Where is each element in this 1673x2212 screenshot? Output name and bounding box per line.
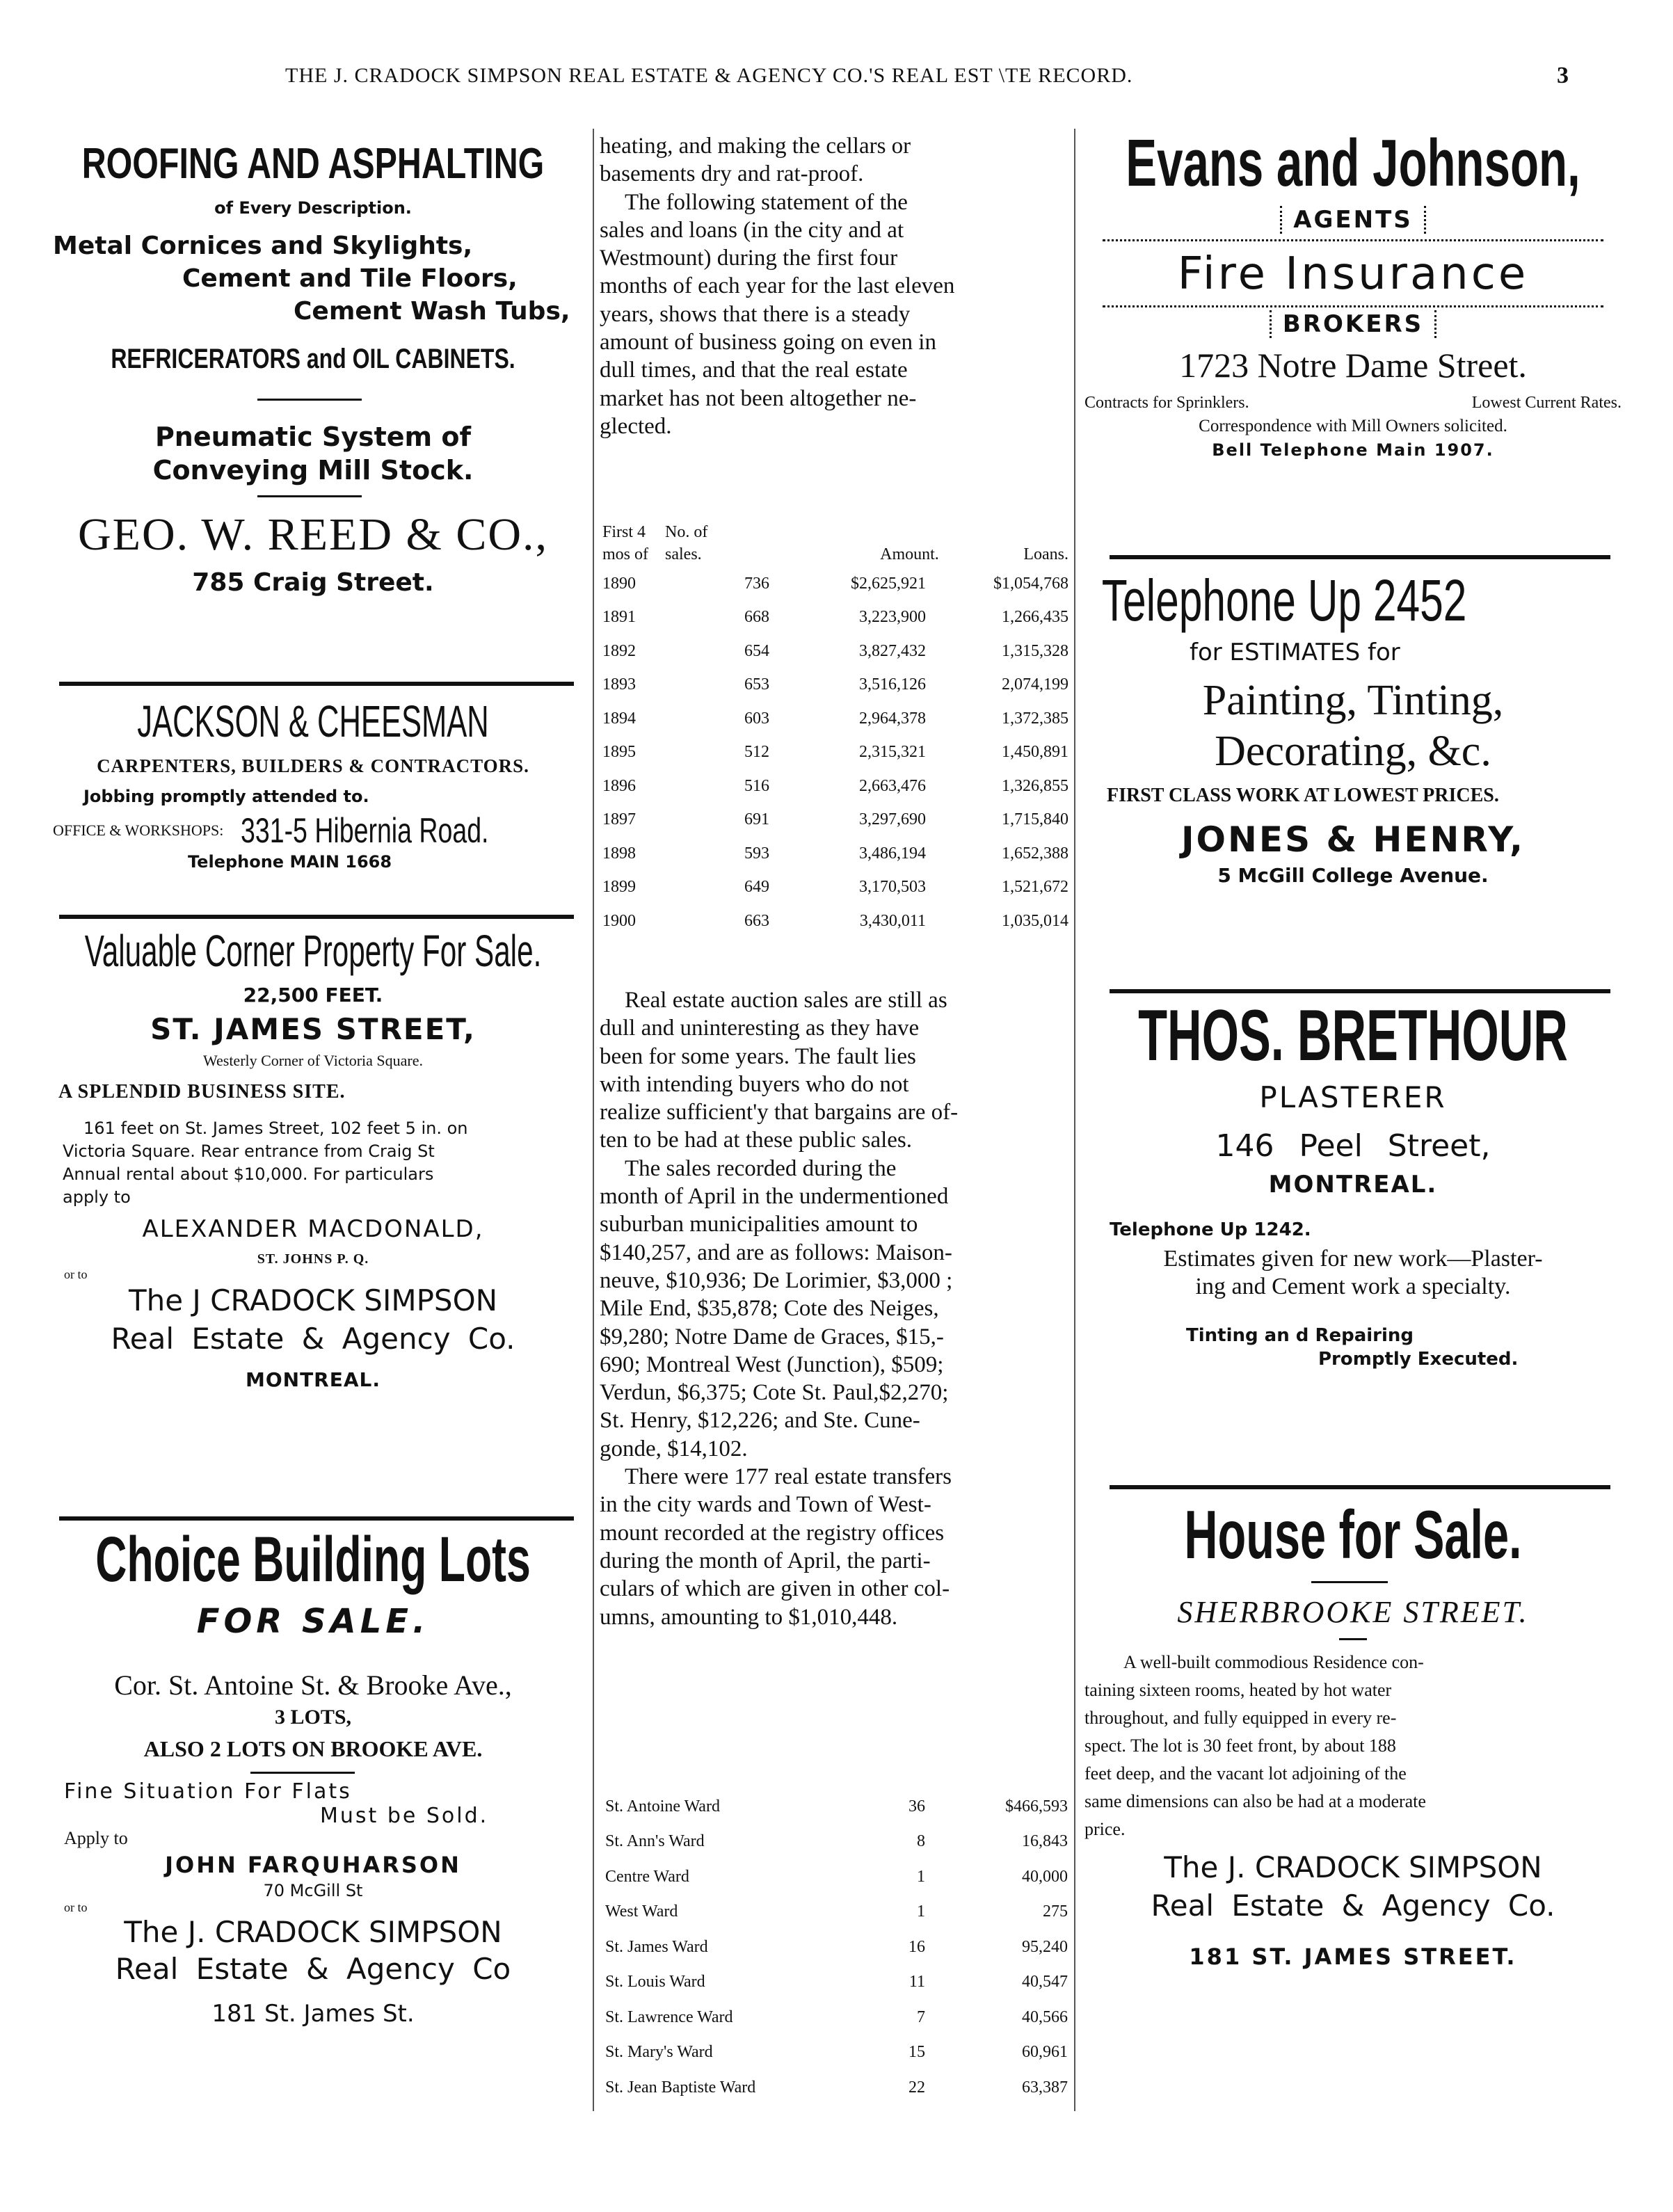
- table-row: [602, 668, 1068, 703]
- table-cell: St. Lawrence Ward: [605, 2007, 733, 2026]
- table-row: [602, 634, 1068, 668]
- ad-divider: [1110, 1485, 1610, 1489]
- jones-title: Telephone Up 2452: [1101, 568, 1467, 633]
- lots-line3: ALSO 2 LOTS ON BROOKE AVE.: [143, 1736, 483, 1761]
- table-cell: St. Antoine Ward: [605, 1797, 720, 1816]
- table-cell: 1894: [602, 709, 636, 728]
- table-row: [602, 871, 1068, 905]
- house-firm2: Real Estate & Agency Co.: [1151, 1889, 1555, 1923]
- table-cell: 654: [744, 641, 769, 660]
- ad-divider: [59, 915, 574, 919]
- table-row: [602, 567, 1068, 601]
- desc-line: same dimensions can also be had at a moderate: [1084, 1791, 1426, 1811]
- table-row: [602, 769, 1068, 803]
- corner-street: ST. JAMES STREET,: [150, 1012, 476, 1046]
- table-cell: 3,297,690: [859, 810, 926, 829]
- table-cell: 16,843: [1022, 1832, 1068, 1851]
- para-line: realize sufficient'y that bargains are of-: [600, 1100, 959, 1125]
- para-line: in the city wards and Town of West-: [600, 1492, 931, 1518]
- para-line: culars of which are given in other col-: [600, 1576, 950, 1602]
- para2: [600, 189, 1069, 441]
- roofing-line3: Cement Wash Tubs,: [294, 297, 570, 326]
- table-cell: 1895: [602, 743, 636, 762]
- corner-line3: Annual rental about $10,000. For particulars: [63, 1164, 434, 1184]
- corner-city: MONTREAL.: [245, 1368, 381, 1391]
- table-cell: 1,652,388: [1002, 844, 1068, 863]
- table-cell: 663: [744, 911, 769, 930]
- para-line: amount of business going on even in: [600, 330, 936, 355]
- table-cell: 668: [744, 608, 769, 627]
- table-cell: 1891: [602, 608, 636, 627]
- table-cell: 516: [744, 776, 769, 795]
- table-cell: 3,170,503: [859, 878, 926, 897]
- table-cell: 1896: [602, 776, 636, 795]
- para-line: Verdun, $6,375; Cote St. Paul,$2,270;: [600, 1380, 949, 1406]
- jackson-trades: CARPENTERS, BUILDERS & CONTRACTORS.: [97, 755, 529, 776]
- roofing-line2: Cement and Tile Floors,: [182, 264, 518, 293]
- para-line: dull and uninteresting as they have: [600, 1016, 920, 1041]
- table-cell: 1,521,672: [1002, 878, 1068, 897]
- page-number: 3: [1557, 63, 1569, 88]
- jackson-jobbing: Jobbing promptly attended to.: [83, 787, 369, 806]
- para-line: heating, and making the cellars or: [600, 134, 911, 159]
- lots-agent-addr: 70 McGill St: [263, 1881, 363, 1900]
- table-row: [605, 1789, 1068, 1825]
- para-line: been for some years. The fault lies: [600, 1043, 916, 1069]
- evans-fire: Fire Insurance: [1177, 248, 1529, 300]
- corner-line1: 161 feet on St. James Street, 102 feet 5 in. on: [83, 1119, 468, 1138]
- table-cell: 8: [917, 1832, 925, 1851]
- desc-line: taining sixteen rooms, heated by hot water: [1084, 1680, 1392, 1700]
- jackson-office-label: OFFICE & WORKSHOPS:: [53, 822, 224, 839]
- corner-firm2: Real Estate & Agency Co.: [111, 1322, 515, 1356]
- lots-line4: Fine Situation For Flats: [64, 1779, 352, 1804]
- evans-phone: Bell Telephone Main 1907.: [1212, 440, 1494, 460]
- para3: [600, 986, 1069, 1155]
- running-header: [285, 64, 1405, 88]
- jones-line2: Painting, Tinting,: [1202, 677, 1504, 724]
- jones-company: JONES & HENRY,: [1180, 819, 1526, 860]
- column-divider-left: [593, 129, 594, 2111]
- para1: [600, 132, 1069, 189]
- middle-article-top: [600, 132, 1069, 440]
- desc-line: A well-built commodious Residence con-: [1123, 1652, 1424, 1672]
- para-line: gonde, $14,102.: [600, 1436, 748, 1461]
- ad-divider: [1110, 555, 1610, 559]
- ad-divider: [59, 682, 574, 686]
- table-cell: 3,827,432: [859, 641, 926, 660]
- table-row: [605, 1965, 1068, 2001]
- table-cell: 1892: [602, 641, 636, 660]
- corner-property-ad: [49, 925, 577, 1391]
- table-row: [602, 601, 1068, 635]
- corner-location: Westerly Corner of Victoria Square.: [202, 1052, 423, 1069]
- roofing-line5: Pneumatic System of: [154, 422, 472, 452]
- para-line: St. Henry, $12,226; and Ste. Cune-: [600, 1408, 920, 1434]
- middle-article-bottom: [600, 986, 1069, 1631]
- brethour-phone: Telephone Up 1242.: [1110, 1219, 1311, 1240]
- para-line: There were 177 real estate transfers: [625, 1464, 952, 1490]
- table-cell: 1,266,435: [1002, 608, 1068, 627]
- lots-apply: Apply to: [64, 1828, 128, 1848]
- table-row: [605, 2000, 1068, 2035]
- para-line: $9,280; Notre Dame de Graces, $15,-: [600, 1324, 944, 1349]
- table-header-cell: Loans.: [1023, 545, 1068, 563]
- short-rule: [250, 1772, 355, 1774]
- brethour-title: THOS. BRETHOUR: [1138, 995, 1568, 1076]
- para-line: umns, amounting to $1,010,448.: [600, 1604, 898, 1630]
- lots-firm1: The J. CRADOCK SIMPSON: [124, 1915, 502, 1949]
- table-cell: 2,315,321: [859, 743, 926, 762]
- para-line: Mile End, $35,878; Cote des Neiges,: [600, 1296, 939, 1322]
- evans-title: Evans and Johnson,: [1126, 126, 1580, 200]
- evans-line2: Correspondence with Mill Owners solicited.: [1199, 417, 1507, 435]
- table-cell: 653: [744, 675, 769, 694]
- table-cell: 63,387: [1022, 2078, 1068, 2097]
- brethour-line4: Promptly Executed.: [1318, 1349, 1519, 1370]
- table-cell: 2,074,199: [1002, 675, 1068, 694]
- lots-line1: Cor. St. Antoine St. & Brooke Ave.,: [114, 1669, 512, 1701]
- corner-or-to: or to: [64, 1267, 88, 1281]
- roofing-line1: Metal Cornices and Skylights,: [53, 232, 473, 260]
- jackson-telephone: Telephone MAIN 1668: [188, 852, 392, 872]
- para-line: glected.: [600, 413, 672, 439]
- jackson-title: JACKSON & CHEESMAN: [137, 696, 489, 746]
- para-line: ten to be had at these public sales.: [600, 1128, 913, 1153]
- table-cell: St. Jean Baptiste Ward: [605, 2078, 756, 2097]
- corner-agent-place: ST. JOHNS P. Q.: [257, 1251, 369, 1267]
- table-row: [605, 1930, 1068, 1965]
- corner-agent: ALEXANDER MACDONALD,: [142, 1215, 484, 1243]
- jackson-address: 331-5 Hibernia Road.: [241, 811, 489, 850]
- table-cell: 40,547: [1022, 1973, 1068, 1991]
- jones-henry-ad: [1082, 567, 1624, 887]
- table-row: [605, 2035, 1068, 2071]
- roofing-title: ROOFING AND ASPHALTING: [81, 140, 545, 188]
- brethour-city: MONTREAL.: [1268, 1171, 1438, 1199]
- evans-agents: AGENTS: [1280, 206, 1426, 234]
- table-cell: 2,663,476: [859, 776, 926, 795]
- corner-firm1: The J CRADOCK SIMPSON: [128, 1283, 498, 1317]
- table-header-cell: Amount.: [880, 545, 939, 563]
- brethour-ad: [1082, 995, 1624, 1370]
- table-row: [605, 1895, 1068, 1930]
- table-header-cell: [939, 523, 1068, 542]
- brethour-line3: Tinting an d Repairing: [1186, 1325, 1414, 1346]
- evans-brokers: BROKERS: [1270, 310, 1436, 338]
- evans-line1-right: Lowest Current Rates.: [1471, 394, 1622, 412]
- table-header-cell: No. of: [665, 523, 708, 541]
- table-cell: 22: [908, 2078, 925, 2097]
- desc-line: price.: [1084, 1819, 1126, 1839]
- lots-title: Choice Building Lots: [95, 1524, 531, 1595]
- table-cell: 1,035,014: [1002, 911, 1068, 930]
- lots-firm2: Real Estate & Agency Co: [115, 1952, 511, 1986]
- table-header-cell: sales.: [665, 545, 702, 563]
- table-cell: 1,326,855: [1002, 776, 1068, 795]
- short-rule: [1311, 1581, 1388, 1583]
- desc-line: spect. The lot is 30 feet front, by about 188: [1084, 1736, 1396, 1756]
- lots-line2: 3 LOTS,: [274, 1706, 352, 1729]
- roofing-line4: REFRICERATORS and OIL CABINETS.: [111, 344, 515, 374]
- table-cell: 36: [908, 1797, 925, 1816]
- table-cell: $2,625,921: [851, 574, 926, 593]
- table-cell: 3,516,126: [859, 675, 926, 694]
- brethour-address: 146 Peel Street,: [1215, 1128, 1491, 1164]
- table-cell: 1898: [602, 844, 636, 863]
- corner-area: 22,500 FEET.: [243, 984, 383, 1007]
- table-cell: 593: [744, 844, 769, 863]
- para-line: with intending buyers who do not: [600, 1071, 909, 1097]
- short-rule: [1339, 1638, 1367, 1640]
- house-title: House for Sale.: [1184, 1496, 1522, 1573]
- evans-line1-left: Contracts for Sprinklers.: [1084, 394, 1249, 412]
- house-firm1: The J. CRADOCK SIMPSON: [1164, 1850, 1542, 1884]
- table-cell: 1899: [602, 878, 636, 897]
- building-lots-ad: [49, 1523, 577, 2028]
- table-header-row: [602, 523, 1068, 542]
- table-cell: 60,961: [1022, 2043, 1068, 2062]
- table-cell: 40,000: [1022, 1867, 1068, 1886]
- short-rule: [257, 399, 362, 401]
- lots-line5: Must be Sold.: [320, 1804, 489, 1828]
- table-cell: 691: [744, 810, 769, 829]
- table-cell: 1897: [602, 810, 636, 829]
- corner-line4: apply to: [63, 1187, 131, 1207]
- table-cell: 16: [908, 1937, 925, 1956]
- brethour-line2: ing and Cement work a specialty.: [1195, 1274, 1511, 1299]
- para-line: dull times, and that the real estate: [600, 358, 908, 383]
- para-line: mount recorded at the registry offices: [600, 1520, 945, 1546]
- dotted-rule: [1103, 239, 1603, 241]
- table-cell: $466,593: [1005, 1797, 1068, 1816]
- wards-table: [605, 1789, 1068, 2106]
- para-line: sales and loans (in the city and at: [600, 217, 904, 243]
- house-sale-ad: [1082, 1496, 1624, 1970]
- table-cell: 2,964,378: [859, 709, 926, 728]
- table-cell: 3,430,011: [859, 911, 926, 930]
- jones-line1: for ESTIMATES for: [1190, 639, 1400, 666]
- table-cell: St. Ann's Ward: [605, 1832, 705, 1851]
- table-cell: 1,315,328: [1002, 641, 1068, 660]
- table-row: [602, 837, 1068, 871]
- evans-address: 1723 Notre Dame Street.: [1179, 346, 1527, 385]
- table-cell: 1: [917, 1902, 925, 1921]
- table-header-cell: First 4: [602, 523, 646, 541]
- table-cell: Centre Ward: [605, 1867, 689, 1886]
- para-line: neuve, $10,936; De Lorimier, $3,000 ;: [600, 1267, 953, 1293]
- para-line: market has not been altogether ne-: [600, 385, 917, 411]
- table-cell: 275: [1043, 1902, 1068, 1921]
- roofing-line6: Conveying Mill Stock.: [152, 455, 474, 486]
- jones-line4: FIRST CLASS WORK AT LOWEST PRICES.: [1107, 785, 1499, 806]
- para4: [600, 1155, 1069, 1463]
- short-rule: [257, 495, 362, 497]
- table-cell: St. James Ward: [605, 1937, 708, 1956]
- para-line: months of each year for the last eleven: [600, 273, 955, 299]
- table-cell: $1,054,768: [993, 574, 1068, 593]
- table-cell: 736: [744, 574, 769, 593]
- jones-line3: Decorating, &c.: [1215, 728, 1491, 775]
- dotted-rule: [1103, 305, 1603, 307]
- sales-table: [602, 523, 1068, 938]
- jackson-ad: [49, 696, 577, 872]
- table-header-cell: [769, 523, 939, 542]
- roofing-address: 785 Craig Street.: [192, 568, 434, 597]
- house-desc: [1082, 1649, 1624, 1843]
- table-cell: 40,566: [1022, 2007, 1068, 2026]
- table-row: [602, 904, 1068, 938]
- table-cell: 1900: [602, 911, 636, 930]
- table-cell: 1893: [602, 675, 636, 694]
- brethour-trade: PLASTERER: [1259, 1080, 1447, 1114]
- para-line: The following statement of the: [625, 189, 908, 215]
- table-cell: 1: [917, 1867, 925, 1886]
- table-cell: 11: [908, 1973, 925, 1991]
- para-line: Westmount) during the first four: [600, 246, 898, 271]
- table-cell: 1,372,385: [1002, 709, 1068, 728]
- lots-agent: JOHN FARQUHARSON: [165, 1852, 461, 1878]
- para-line: years, shows that there is a steady: [600, 301, 911, 327]
- roofing-subtitle: of Every Description.: [214, 198, 412, 218]
- house-address: 181 ST. JAMES STREET.: [1189, 1943, 1517, 1970]
- table-row: [605, 2070, 1068, 2106]
- running-title: THE J. CRADOCK SIMPSON REAL ESTATE & AGENCY CO.'S REAL EST \TE RECORD.: [285, 64, 1133, 87]
- roofing-ad: [49, 139, 577, 597]
- evans-johnson-ad: [1082, 125, 1624, 460]
- table-row: [605, 1859, 1068, 1895]
- house-street: SHERBROOKE STREET.: [1177, 1595, 1529, 1629]
- para-line: 690; Montreal West (Junction), $509;: [600, 1352, 944, 1377]
- table-cell: St. Louis Ward: [605, 1973, 705, 1991]
- table-cell: 603: [744, 709, 769, 728]
- para5: [600, 1463, 1069, 1631]
- table-row: [602, 803, 1068, 837]
- table-cell: 1,450,891: [1002, 743, 1068, 762]
- table-row: [602, 736, 1068, 770]
- table-cell: 15: [908, 2043, 925, 2062]
- lots-for-sale: FOR SALE.: [196, 1602, 430, 1641]
- column-divider-right: [1074, 129, 1075, 2111]
- jones-address: 5 McGill College Avenue.: [1217, 864, 1489, 887]
- table-header-row: [602, 542, 1068, 567]
- table-cell: 3,486,194: [859, 844, 926, 863]
- table-header-cell: mos of: [602, 545, 648, 563]
- para-line: month of April in the undermentioned: [600, 1184, 949, 1210]
- brethour-line1: Estimates given for new work—Plaster-: [1163, 1246, 1543, 1272]
- table-cell: 95,240: [1022, 1937, 1068, 1956]
- para-line: during the month of April, the parti-: [600, 1548, 931, 1573]
- para-line: basements dry and rat-proof.: [600, 161, 864, 187]
- corner-title: Valuable Corner Property For Sale.: [84, 926, 542, 976]
- lots-address: 181 St. James St.: [211, 2000, 415, 2028]
- para-line: Real estate auction sales are still as: [625, 988, 947, 1013]
- roofing-company: GEO. W. REED & CO.,: [77, 509, 549, 560]
- corner-splendid: A SPLENDID BUSINESS SITE.: [58, 1081, 346, 1103]
- table-row: [605, 1825, 1068, 1860]
- table-cell: 3,223,900: [859, 608, 926, 627]
- para-line: The sales recorded during the: [625, 1155, 897, 1181]
- table-cell: 7: [917, 2007, 925, 2026]
- table-cell: 512: [744, 743, 769, 762]
- desc-line: feet deep, and the vacant lot adjoining of the: [1084, 1763, 1407, 1784]
- para-line: suburban municipalities amount to: [600, 1212, 918, 1237]
- table-cell: 1890: [602, 574, 636, 593]
- table-cell: St. Mary's Ward: [605, 2043, 713, 2062]
- desc-line: throughout, and fully equipped in every re-: [1084, 1708, 1397, 1728]
- table-cell: 649: [744, 878, 769, 897]
- lots-or-to: or to: [64, 1900, 88, 1914]
- table-cell: West Ward: [605, 1902, 678, 1921]
- para-line: $140,257, and are as follows: Maison-: [600, 1240, 952, 1265]
- table-row: [602, 702, 1068, 736]
- ad-divider: [59, 1516, 574, 1521]
- corner-line2: Victoria Square. Rear entrance from Craig St: [63, 1141, 435, 1161]
- table-cell: 1,715,840: [1002, 810, 1068, 829]
- ad-divider: [1110, 989, 1610, 993]
